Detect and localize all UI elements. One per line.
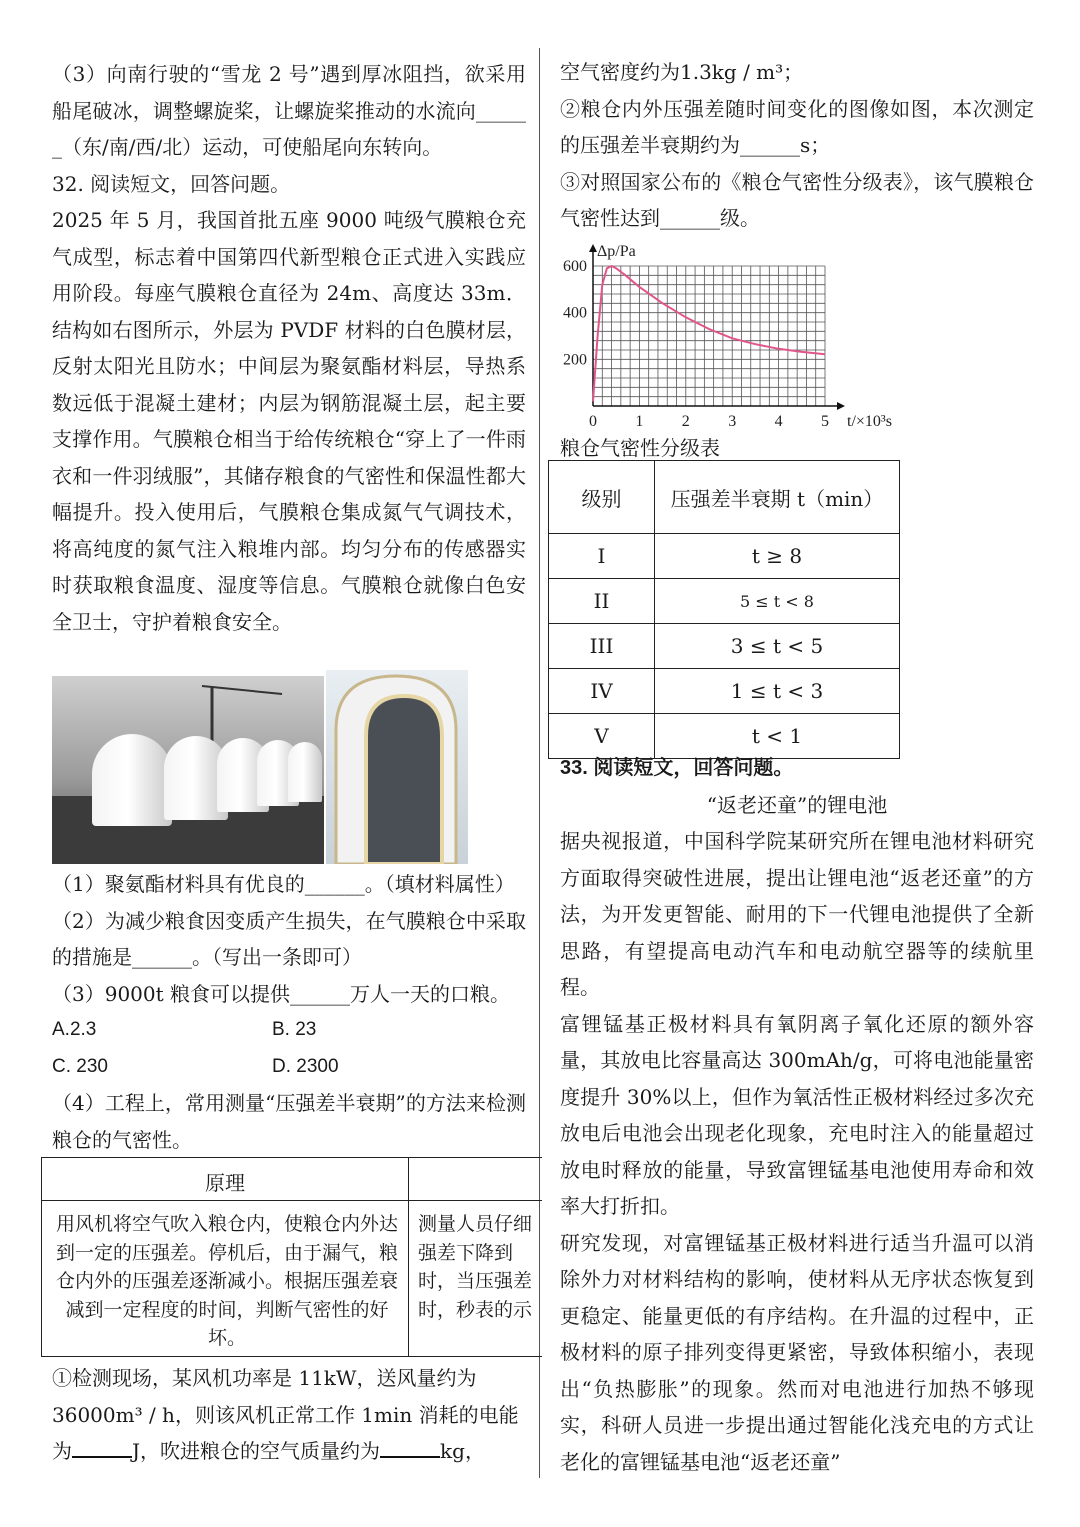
granary-photos [52,676,468,864]
table-row [549,669,900,714]
header-halflife: 压强差半衰期 t（min） [655,461,900,534]
question-3: （3）9000t 粮食可以提供______万人一天的口粮。 [52,981,511,1006]
left-column [52,56,526,640]
option-b[interactable]: B. 23 [272,1019,317,1040]
x-tick-label: 5 [821,413,829,430]
principle-table-divider [408,1158,409,1356]
range-cell: t ≥ 8 [655,534,900,579]
level-cell: II [549,579,655,624]
table-row [549,579,900,624]
q33-title: “返老还童”的锂电池 [706,792,888,817]
option-c[interactable]: C. 230 [52,1055,108,1077]
option-d[interactable]: D. 2300 [272,1055,339,1077]
grade-table-title: 粮仓气密性分级表 [560,436,720,460]
range-cell: 3 ≤ t < 5 [655,624,900,669]
question-2: （2）为减少粮食因变质产生损失，在气膜粮仓中采取的措施是______。（写出一条即可） [52,908,526,969]
q4-1-line-b: 36000m³ / h，则该风机正常工作 1min 消耗的电能 [52,1402,519,1427]
q32-passage: 2025 年 5 月，我国首批五座 9000 吨级气膜粮仓充气成型，标志着中国第四代新型粮仓正式进入实践应用阶段。每座气膜粮仓直径为 24m、高度达 33m．结构如右图所示，外层为 PVDF 材料的白色膜材层，反射太阳光且防水；中间层为聚氨酯材料层，导热系数远低于混凝土建材；内层为钢筋混凝土层，起主要支撑作用。气膜粮仓相当于给传统粮仓“穿上了一件雨衣和一件羽绒服”，其储存粮食的气密性和保温性都大幅提升。投入使用后，气膜粮仓集成氮气气调技术，将高纯度的氮气注入粮堆内部。均匀分布的传感器实时获取粮食温度、湿度等信息。气膜粮仓就像白色安全卫士，守护着粮食安全。 [52,208,526,634]
grade-table [548,460,900,759]
principle-text: 用风机将空气吹入粮仓内，使粮仓内外达到一定的压强差。停机后，由于漏气，粮仓内外的压强差逐渐减小。根据压强差衰减到一定程度的时间，判断气密性的好坏。 [55,1213,398,1349]
question-4-2: ②粮仓内外压强差随时间变化的图像如图，本次测定的压强差半衰期约为______s； [560,96,1034,157]
x-tick-label: 0 [589,413,597,430]
part3-question: （3）向南行驶的“雪龙 2 号”遇到厚冰阻挡，欲采用船尾破冰，调整螺旋桨，让螺旋桨推动的水流向______（东/南/西/北）运动，可使船尾向东转向。 [52,62,526,159]
x-axis-label: t/×10³s [847,413,892,430]
q33-paragraph-3: 研究发现，对富锂锰基正极材料进行适当升温可以消除外力对材料结构的影响，使材料从无序状态恢复到更稳定、能量更低的有序结构。在升温的过程中，正极材料的原子排列变得更紧密，导致体积缩小，表现出“负热膨胀”的现象。然而对电池进行加热不够现实，科研人员进一步提出通过智能化浅充电的方式让老化的富锂锰基电池“返老还童” [560,1230,1034,1474]
table-row [549,534,900,579]
range-cell: 1 ≤ t < 3 [655,669,900,714]
table-row [549,624,900,669]
level-cell: I [549,534,655,579]
granary-photo [52,676,324,864]
pressure-chart [555,238,915,438]
principle-header: 原理 [205,1171,245,1195]
grade-table-header [549,461,900,534]
q4-1-line-a: ①检测现场，某风机功率是 11kW，送风量约为 [52,1366,477,1390]
answer-blank-energy[interactable] [72,1436,132,1458]
range-cell: 5 ≤ t < 8 [655,579,900,624]
question-4: （4）工程上，常用测量“压强差半衰期”的方法来检测粮仓的气密性。 [52,1091,526,1152]
q32-heading: 32. 阅读短文，回答问题。 [52,171,291,196]
density-line: 空气密度约为1.3kg / m³； [560,60,804,84]
principle-table [41,1157,542,1357]
right-top [560,54,1034,237]
y-tick-label: 400 [563,304,587,322]
q4-1-line-c: 为 J，吹进粮仓的空气质量约为 kg， [52,1433,526,1470]
series-line [593,266,825,401]
q33-heading: 33. 阅读短文，回答问题。 [560,757,794,779]
method-text-partial: 测量人员仔细 强差下降到 时，当压强差 时，秒表的示 [418,1213,533,1321]
level-cell: V [549,714,655,759]
q33-paragraph-1: 据央视报道，中国科学院某研究所在锂电池材料研究方面取得突破性进展，提出让锂电池“返老还童”的方法，为开发更智能、耐用的下一代锂电池提供了全新思路，有望提高电动汽车和电动航空器等的续航里程。 [560,829,1034,999]
x-tick-label: 4 [774,413,783,430]
q33-paragraph-2: 富锂锰基正极材料具有氧阴离子氧化还原的额外容量，其放电比容量高达 300mAh/g，可将电池能量密度提升 30%以上，但作为氧活性正极材料经过多次充放电后电池会出现老化现象，充电时注入的能量超过放电时释放的能量，导致富锂锰基电池使用寿命和效率大打折扣。 [560,1011,1034,1218]
y-axis-arrow [589,244,597,252]
q33-section [560,750,1034,1480]
y-axis-label: Δp/Pa [597,243,636,260]
header-level: 级别 [549,461,655,534]
question-4-3: ③对照国家公布的《粮仓气密性分级表》，该气膜粮仓气密性达到______级。 [560,169,1034,230]
y-tick-label: 600 [563,258,587,275]
choice-options [52,1012,526,1085]
range-cell: t < 1 [655,714,900,759]
option-a[interactable]: A.2.3 [52,1019,97,1040]
answer-blank-mass[interactable] [380,1436,440,1458]
q4-part1 [52,1360,526,1470]
x-axis-arrow [837,402,845,410]
level-cell: IV [549,669,655,714]
left-questions [52,866,526,1158]
level-cell: III [549,624,655,669]
x-tick-label: 1 [635,413,644,430]
x-tick-label: 2 [681,413,690,430]
question-1: （1）聚氨酯材料具有优良的______。（填材料属性） [52,872,515,896]
x-tick-label: 3 [728,413,737,430]
y-tick-label: 200 [563,351,587,369]
granary-cross-section [326,670,468,864]
